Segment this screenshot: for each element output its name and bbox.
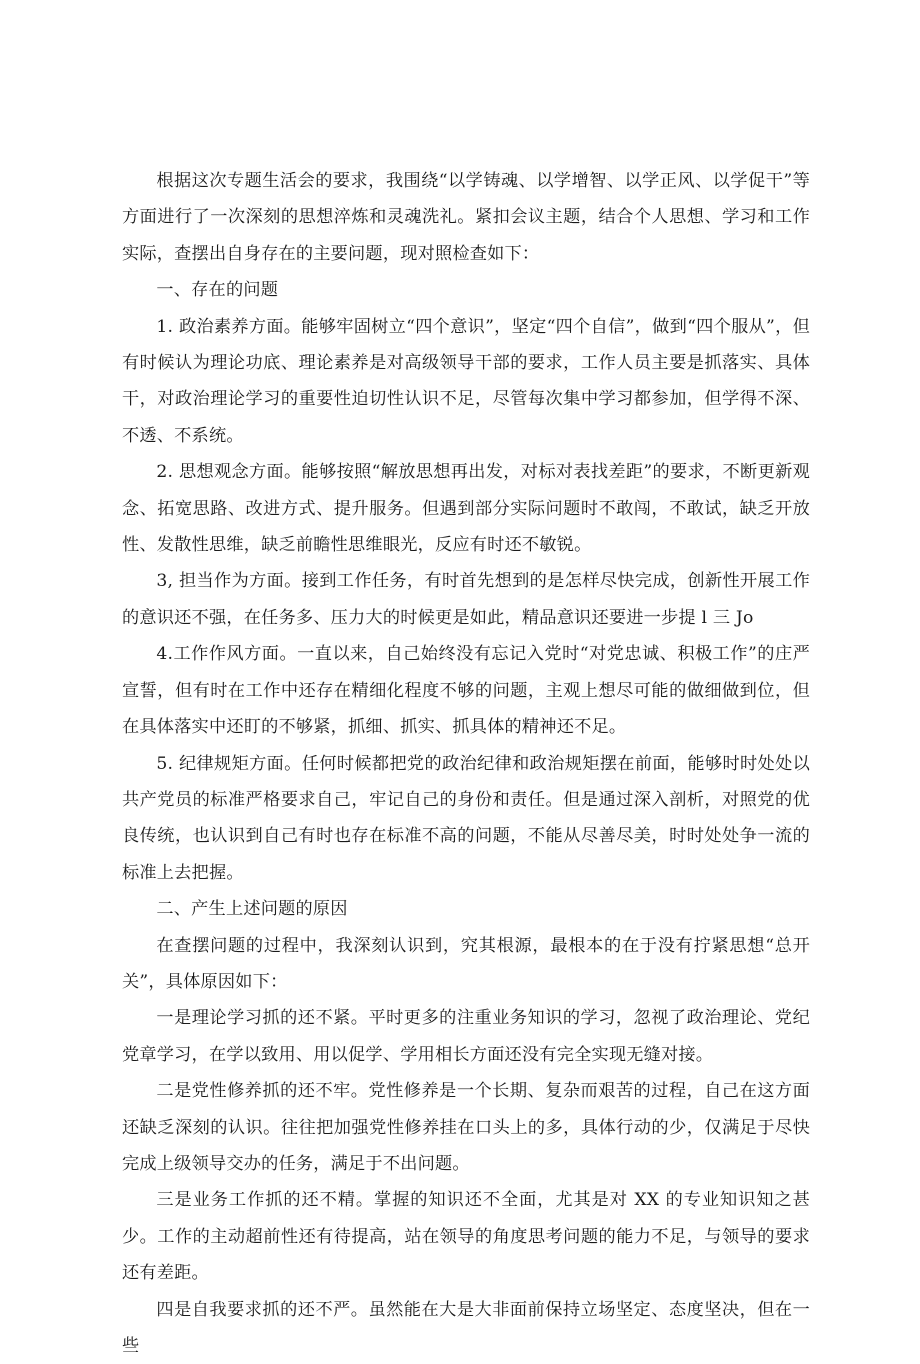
problem-item-discipline: 5. 纪律规矩方面。任何时候都把党的政治纪律和政治规矩摆在前面，能够时时处处以共产党员的标准严格要求自己，牢记自己的身份和责任。但是通过深入剖析，对照党的优良传统，也认识到自己有时也存在标准不高的问题，不能从尽善尽美，时时处处争一流的标准上去把握。: [122, 753, 810, 883]
problem-item-work-style: 4.工作作风方面。一直以来，自己始终没有忘记入党时“对党忠诚、积极工作”的庄严宣誓，但有时在工作中还存在精细化程度不够的问题，主观上想尽可能的做细做到位，但在具体落实中还盯的不够紧，抓细、抓实、抓具体的精神还不足。: [122, 644, 810, 738]
cause-item-business: 三是业务工作抓的还不精。掌握的知识还不全面，尤其是对 XX 的专业知识知之甚少。工作的主动超前性还有待提高，站在领导的角度思考问题的能力不足，与领导的要求还有差距。: [122, 1190, 810, 1284]
section-heading-problems: 一、存在的问题: [156, 280, 279, 301]
cause-item-self-discipline: 四是自我要求抓的还不严。虽然能在大是大非面前保持立场坚定、态度坚决，但在一些: [122, 1299, 810, 1356]
intro-paragraph: 根据这次专题生活会的要求，我围绕“以学铸魂、以学增智、以学正风、以学促干”等方面进行了一次深刻的思想淬炼和灵魂洗礼。紧扣会议主题，结合个人思想、学习和工作实际，查摆出自身存在的主要问题，现对照检查如下：: [122, 171, 810, 264]
problem-item-thinking: 2. 思想观念方面。能够按照“解放思想再出发，对标对表找差距”的要求，不断更新观念、拓宽思路、改进方式、提升服务。但遇到部分实际问题时不敢闯，不敢试，缺乏开放性、发散性思维，缺乏前瞻性思维眼光，反应有时还不敏锐。: [122, 462, 810, 556]
cause-item-theory: 一是理论学习抓的还不紧。平时更多的注重业务知识的学习，忽视了政治理论、党纪党章学习，在学以致用、用以促学、学用相长方面还没有完全实现无缝对接。: [122, 1008, 810, 1065]
problem-item-responsibility: 3, 担当作为方面。接到工作任务，有时首先想到的是怎样尽快完成，创新性开展工作的意识还不强，在任务多、压力大的时候更是如此，精品意识还要进一步提 l 三 Jo: [122, 571, 810, 628]
problem-item-political: 1. 政治素养方面。能够牢固树立“四个意识”，坚定“四个自信”，做到“四个服从”，但有时候认为理论功底、理论素养是对高级领导干部的要求，工作人员主要是抓落实、具体干，对政治理论学习的重要性迫切性认识不足，尽管每次集中学习都参加，但学得不深、不透、不系统。: [122, 316, 810, 446]
cause-item-party-spirit: 二是党性修养抓的还不牢。党性修养是一个长期、复杂而艰苦的过程，自己在这方面还缺乏深刻的认识。往往把加强党性修养挂在口头上的多，具体行动的少，仅满足于尽快完成上级领导交办的任务，满足于不出问题。: [122, 1081, 810, 1174]
section-heading-causes: 二、产生上述问题的原因: [156, 899, 348, 920]
document-body: [122, 163, 810, 1364]
causes-intro-paragraph: 在查摆问题的过程中，我深刻认识到，究其根源，最根本的在于没有拧紧思想“总开关”，具体原因如下：: [122, 935, 810, 992]
